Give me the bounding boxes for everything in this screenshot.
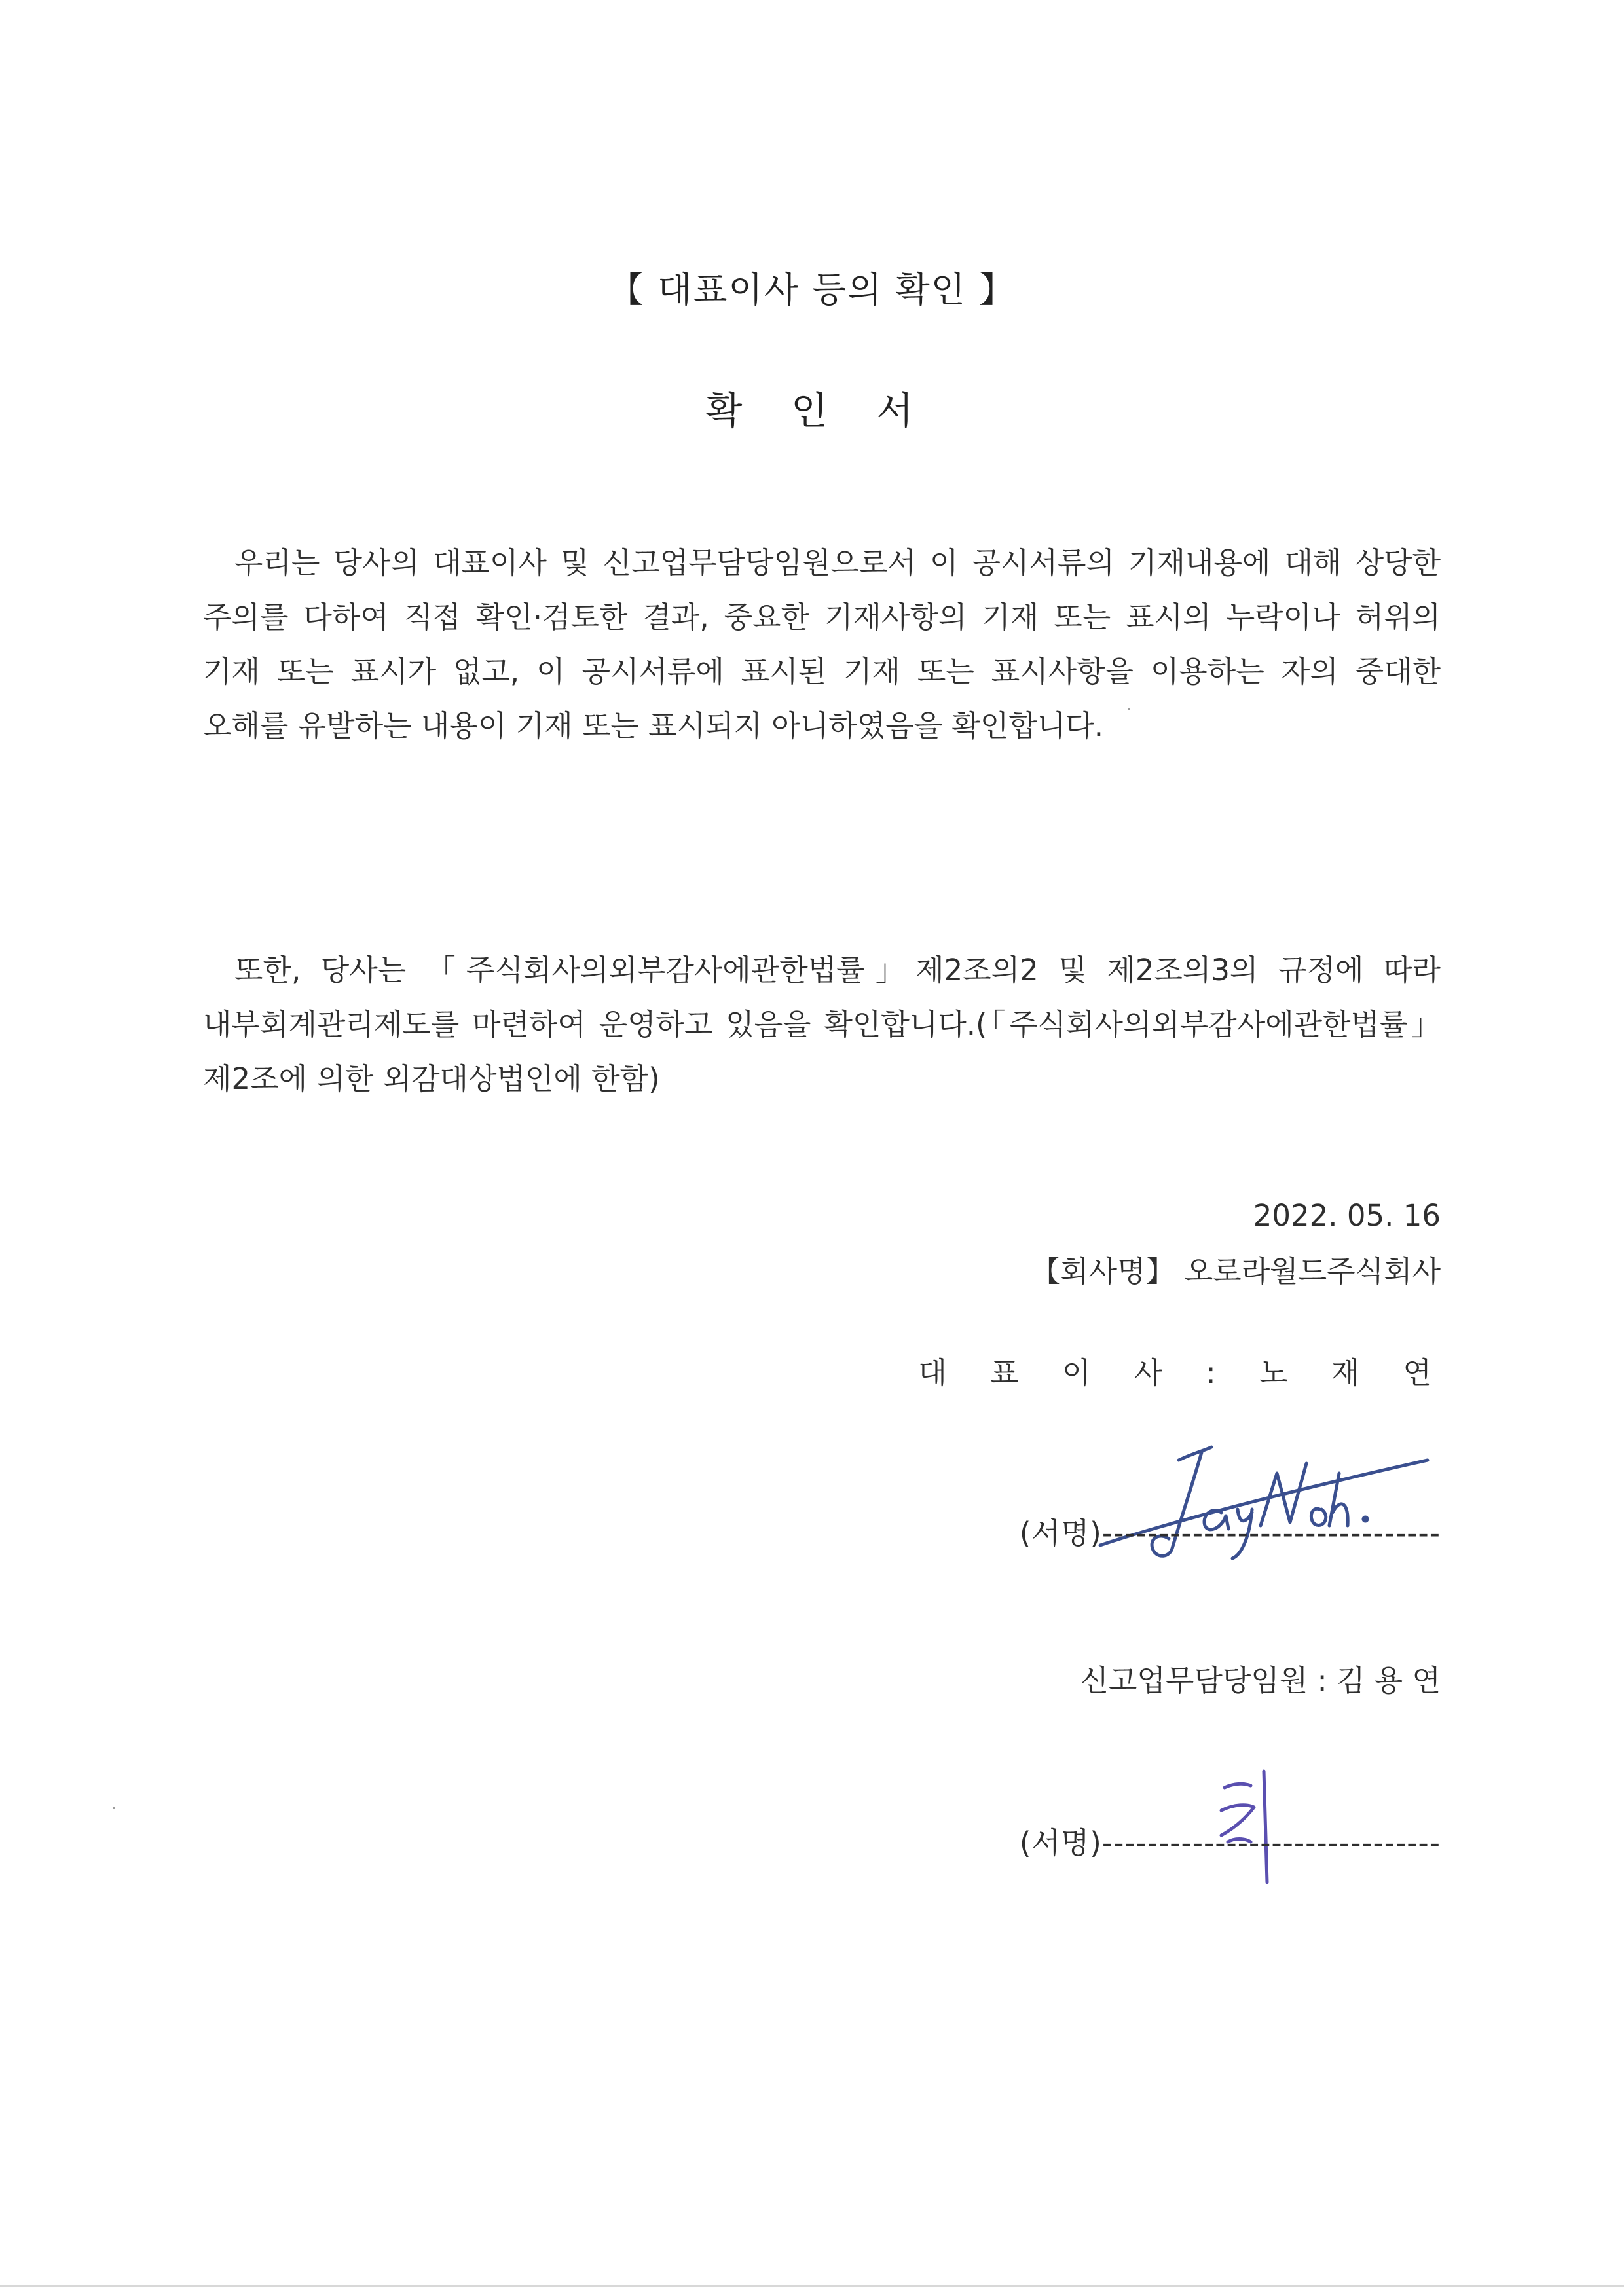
document-date: 2022. 05. 16 [1253,1198,1441,1233]
confirmation-paragraph-text: 우리는 당사의 대표이사 및 신고업무담당임원으로서 이 공시서류의 기재내용에 대해 상당한 주의를 다하여 직접 확인·검토한 결과, 중요한 기재사항의 기재 또는 표시의 누락이나 허위의 기재 또는 표시가 없고, 이 공시서류에 표시된 기재 또는 표시사항을 이용하는 자의 중대한 오해를 유발하는 내용이 기재 또는 표시되지 아니하였음을 확인합니다. [203,545,1441,743]
scan-speck [113,1807,115,1809]
document-heading: 【 대표이사 등의 확인 】 [608,269,1016,310]
officer-signature-line: (서명)------------------------------ [1019,1826,1441,1860]
document-title: 확 인 서 [705,388,919,433]
company-name: 【회사명】 오로라월드주식회사 [1031,1254,1441,1289]
reporting-officer-line: 신고업무담당임원 : 김 용 연 [1080,1663,1441,1698]
internal-control-paragraph-text: 또한, 당사는 「주식회사의외부감사에관한법률」제2조의2 및 제2조의3의 규정에 따라 내부회계관리제도를 마련하여 운영하고 있음을 확인합니다.(「주식회사의외부감사에관한법률」제2조에 의한 외감대상법인에 한함) [203,953,1441,1096]
scan-edge-line [0,2285,1624,2287]
confirmation-paragraph [203,536,1441,753]
scan-speck [1128,708,1130,710]
ceo-signature-line: (서명)------------------------------ [1019,1516,1441,1551]
ceo-name-line: 대 표 이 사 : 노 재 연 [918,1355,1441,1390]
internal-control-paragraph [203,943,1441,1106]
